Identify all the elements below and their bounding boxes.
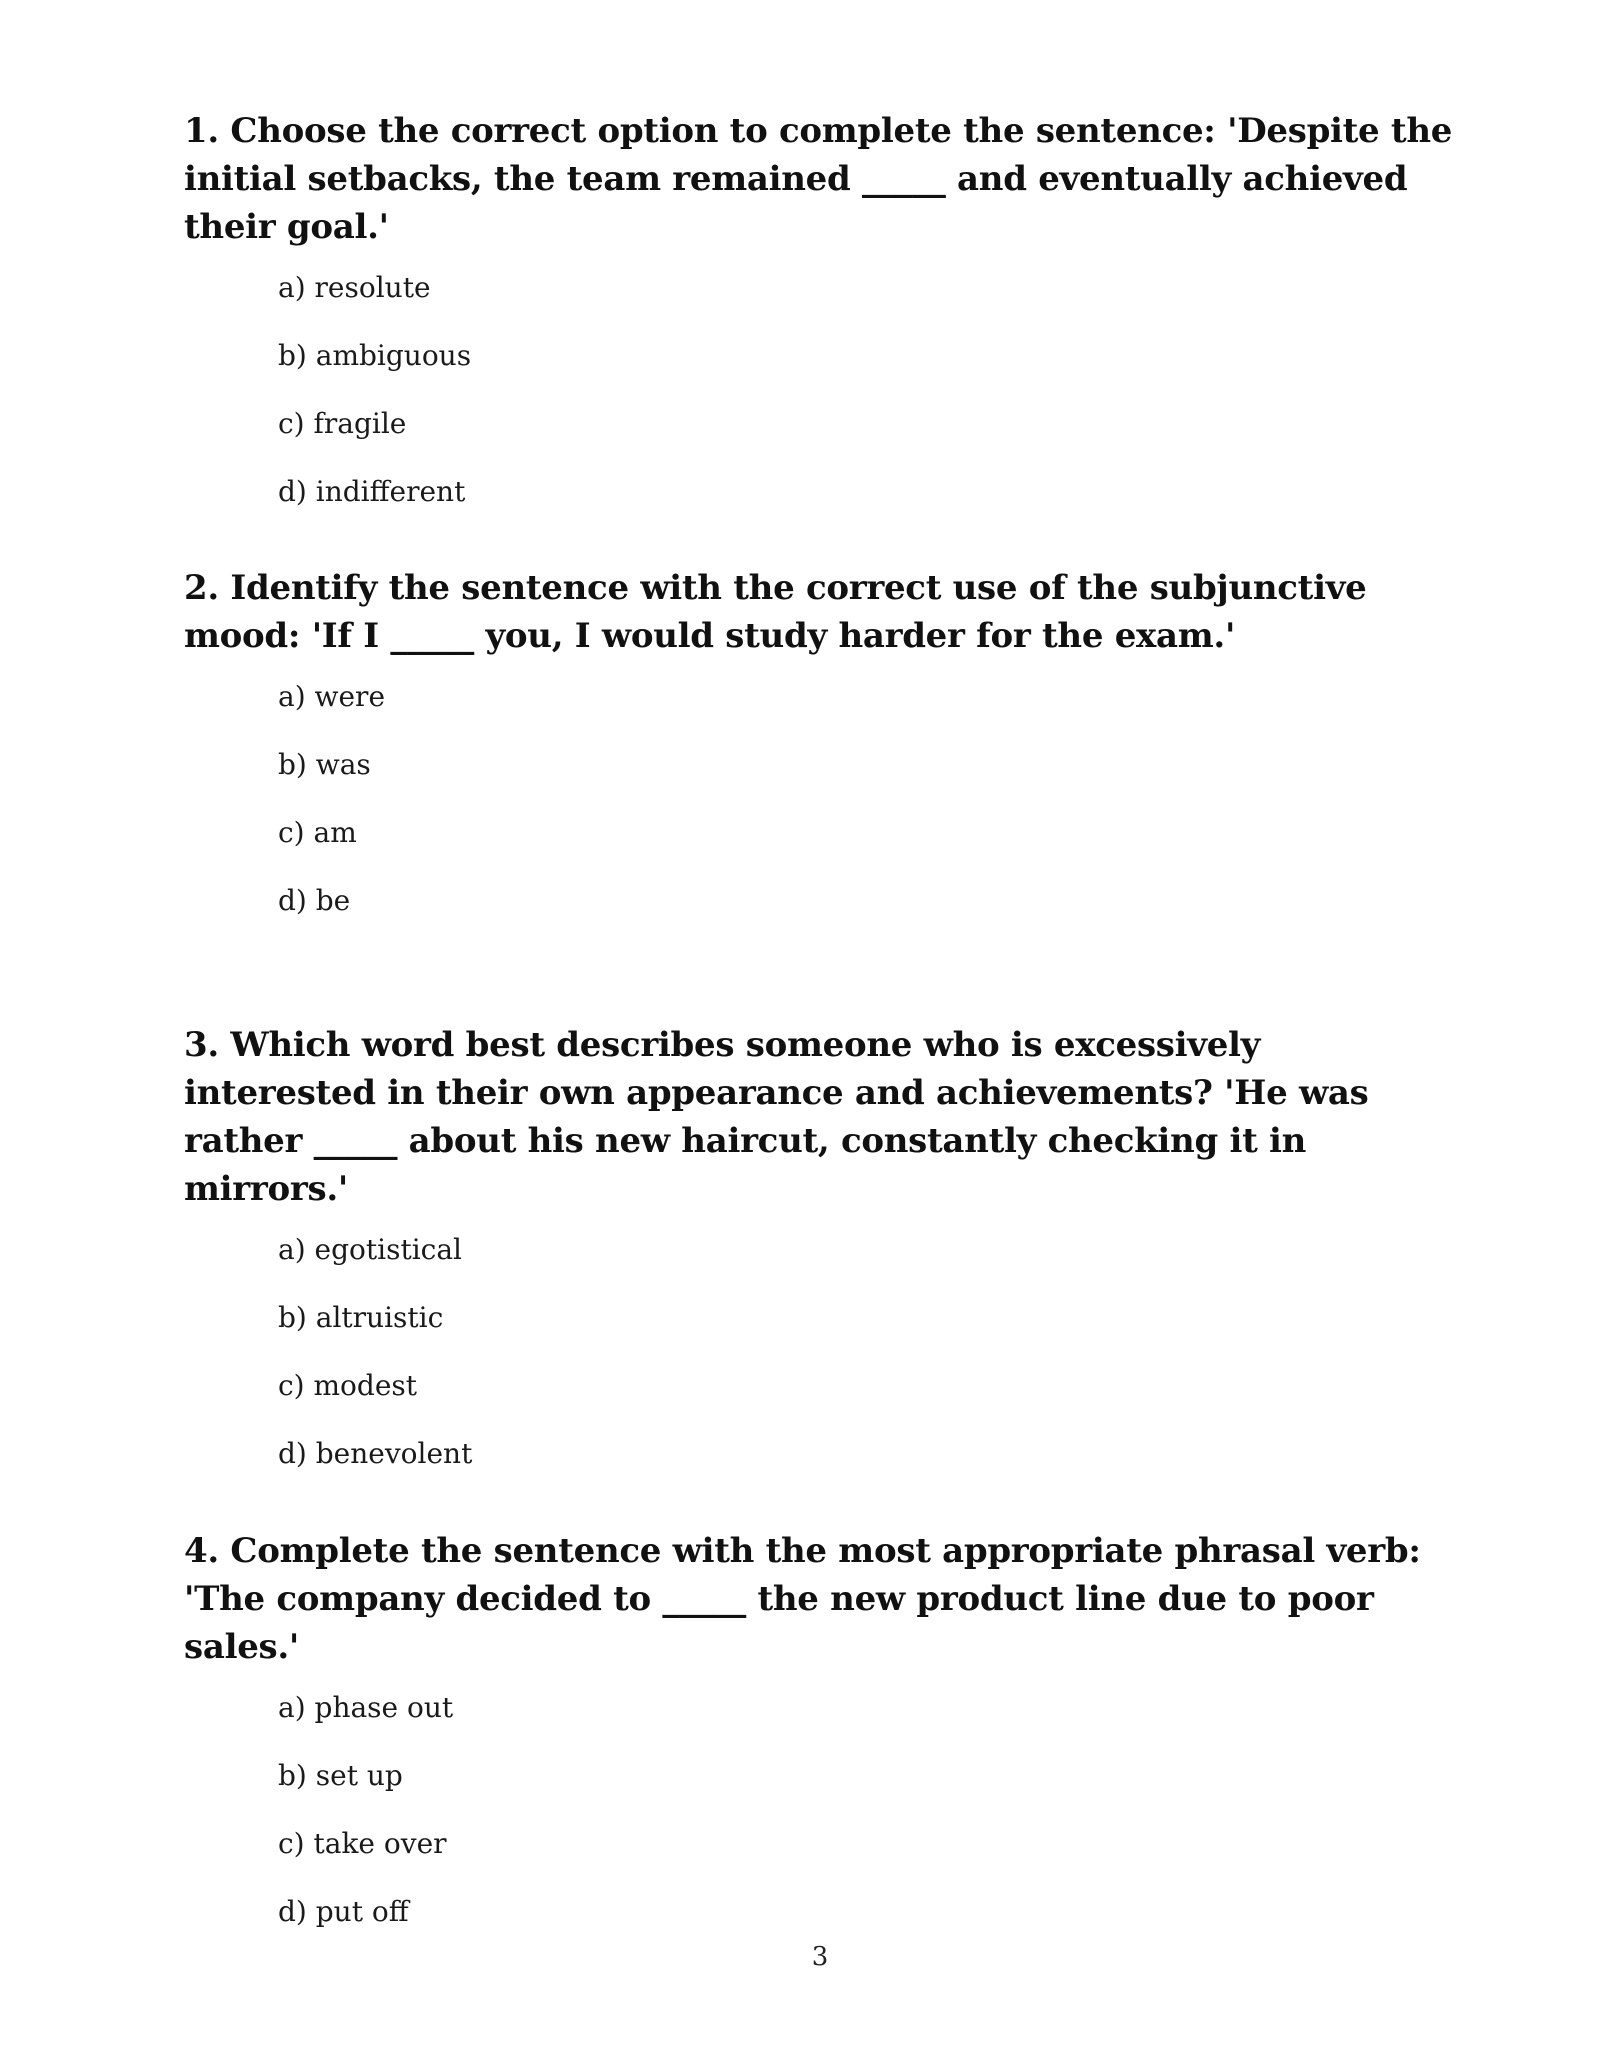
option-b: b) ambiguous (278, 339, 472, 372)
answer-options (184, 1233, 1454, 1471)
option-d: d) put off (278, 1895, 409, 1928)
option-a: a) resolute (278, 271, 431, 304)
question-1 (184, 107, 1454, 543)
option-c: c) take over (278, 1827, 447, 1860)
option-a: a) were (278, 680, 386, 713)
question-4 (184, 1527, 1454, 1963)
option-a: a) egotistical (278, 1233, 462, 1266)
question-text: 2. Identify the sentence with the correct use of the subjunctive mood: 'If I _____ you, I would study harder for the exam.' (184, 568, 1367, 656)
option-b: b) was (278, 748, 371, 781)
option-d: d) be (278, 884, 351, 917)
option-a: a) phase out (278, 1691, 454, 1724)
question-text: 3. Which word best describes someone who is excessively interested in their own appearance and achievements? 'He was rather _____ about his new haircut, constantly checking it in mirrors.' (184, 1025, 1369, 1209)
option-b: b) set up (278, 1759, 403, 1792)
option-d: d) indifferent (278, 475, 466, 508)
option-c: c) am (278, 816, 357, 849)
page-number: 3 (811, 1942, 829, 1972)
answer-options (184, 1691, 1454, 1929)
question-text: 4. Complete the sentence with the most appropriate phrasal verb: 'The company decided to _____ the new product line due to poor sales.' (184, 1531, 1421, 1667)
question-text: 1. Choose the correct option to complete the sentence: 'Despite the initial setbacks, the team remained _____ and eventually achieved their goal.' (184, 111, 1453, 247)
option-b: b) altruistic (278, 1301, 444, 1334)
question-2 (184, 564, 1454, 952)
option-c: c) fragile (278, 407, 407, 440)
answer-options (184, 271, 1454, 509)
answer-options (184, 680, 1454, 918)
question-3 (184, 1021, 1454, 1505)
option-d: d) benevolent (278, 1437, 473, 1470)
option-c: c) modest (278, 1369, 418, 1402)
